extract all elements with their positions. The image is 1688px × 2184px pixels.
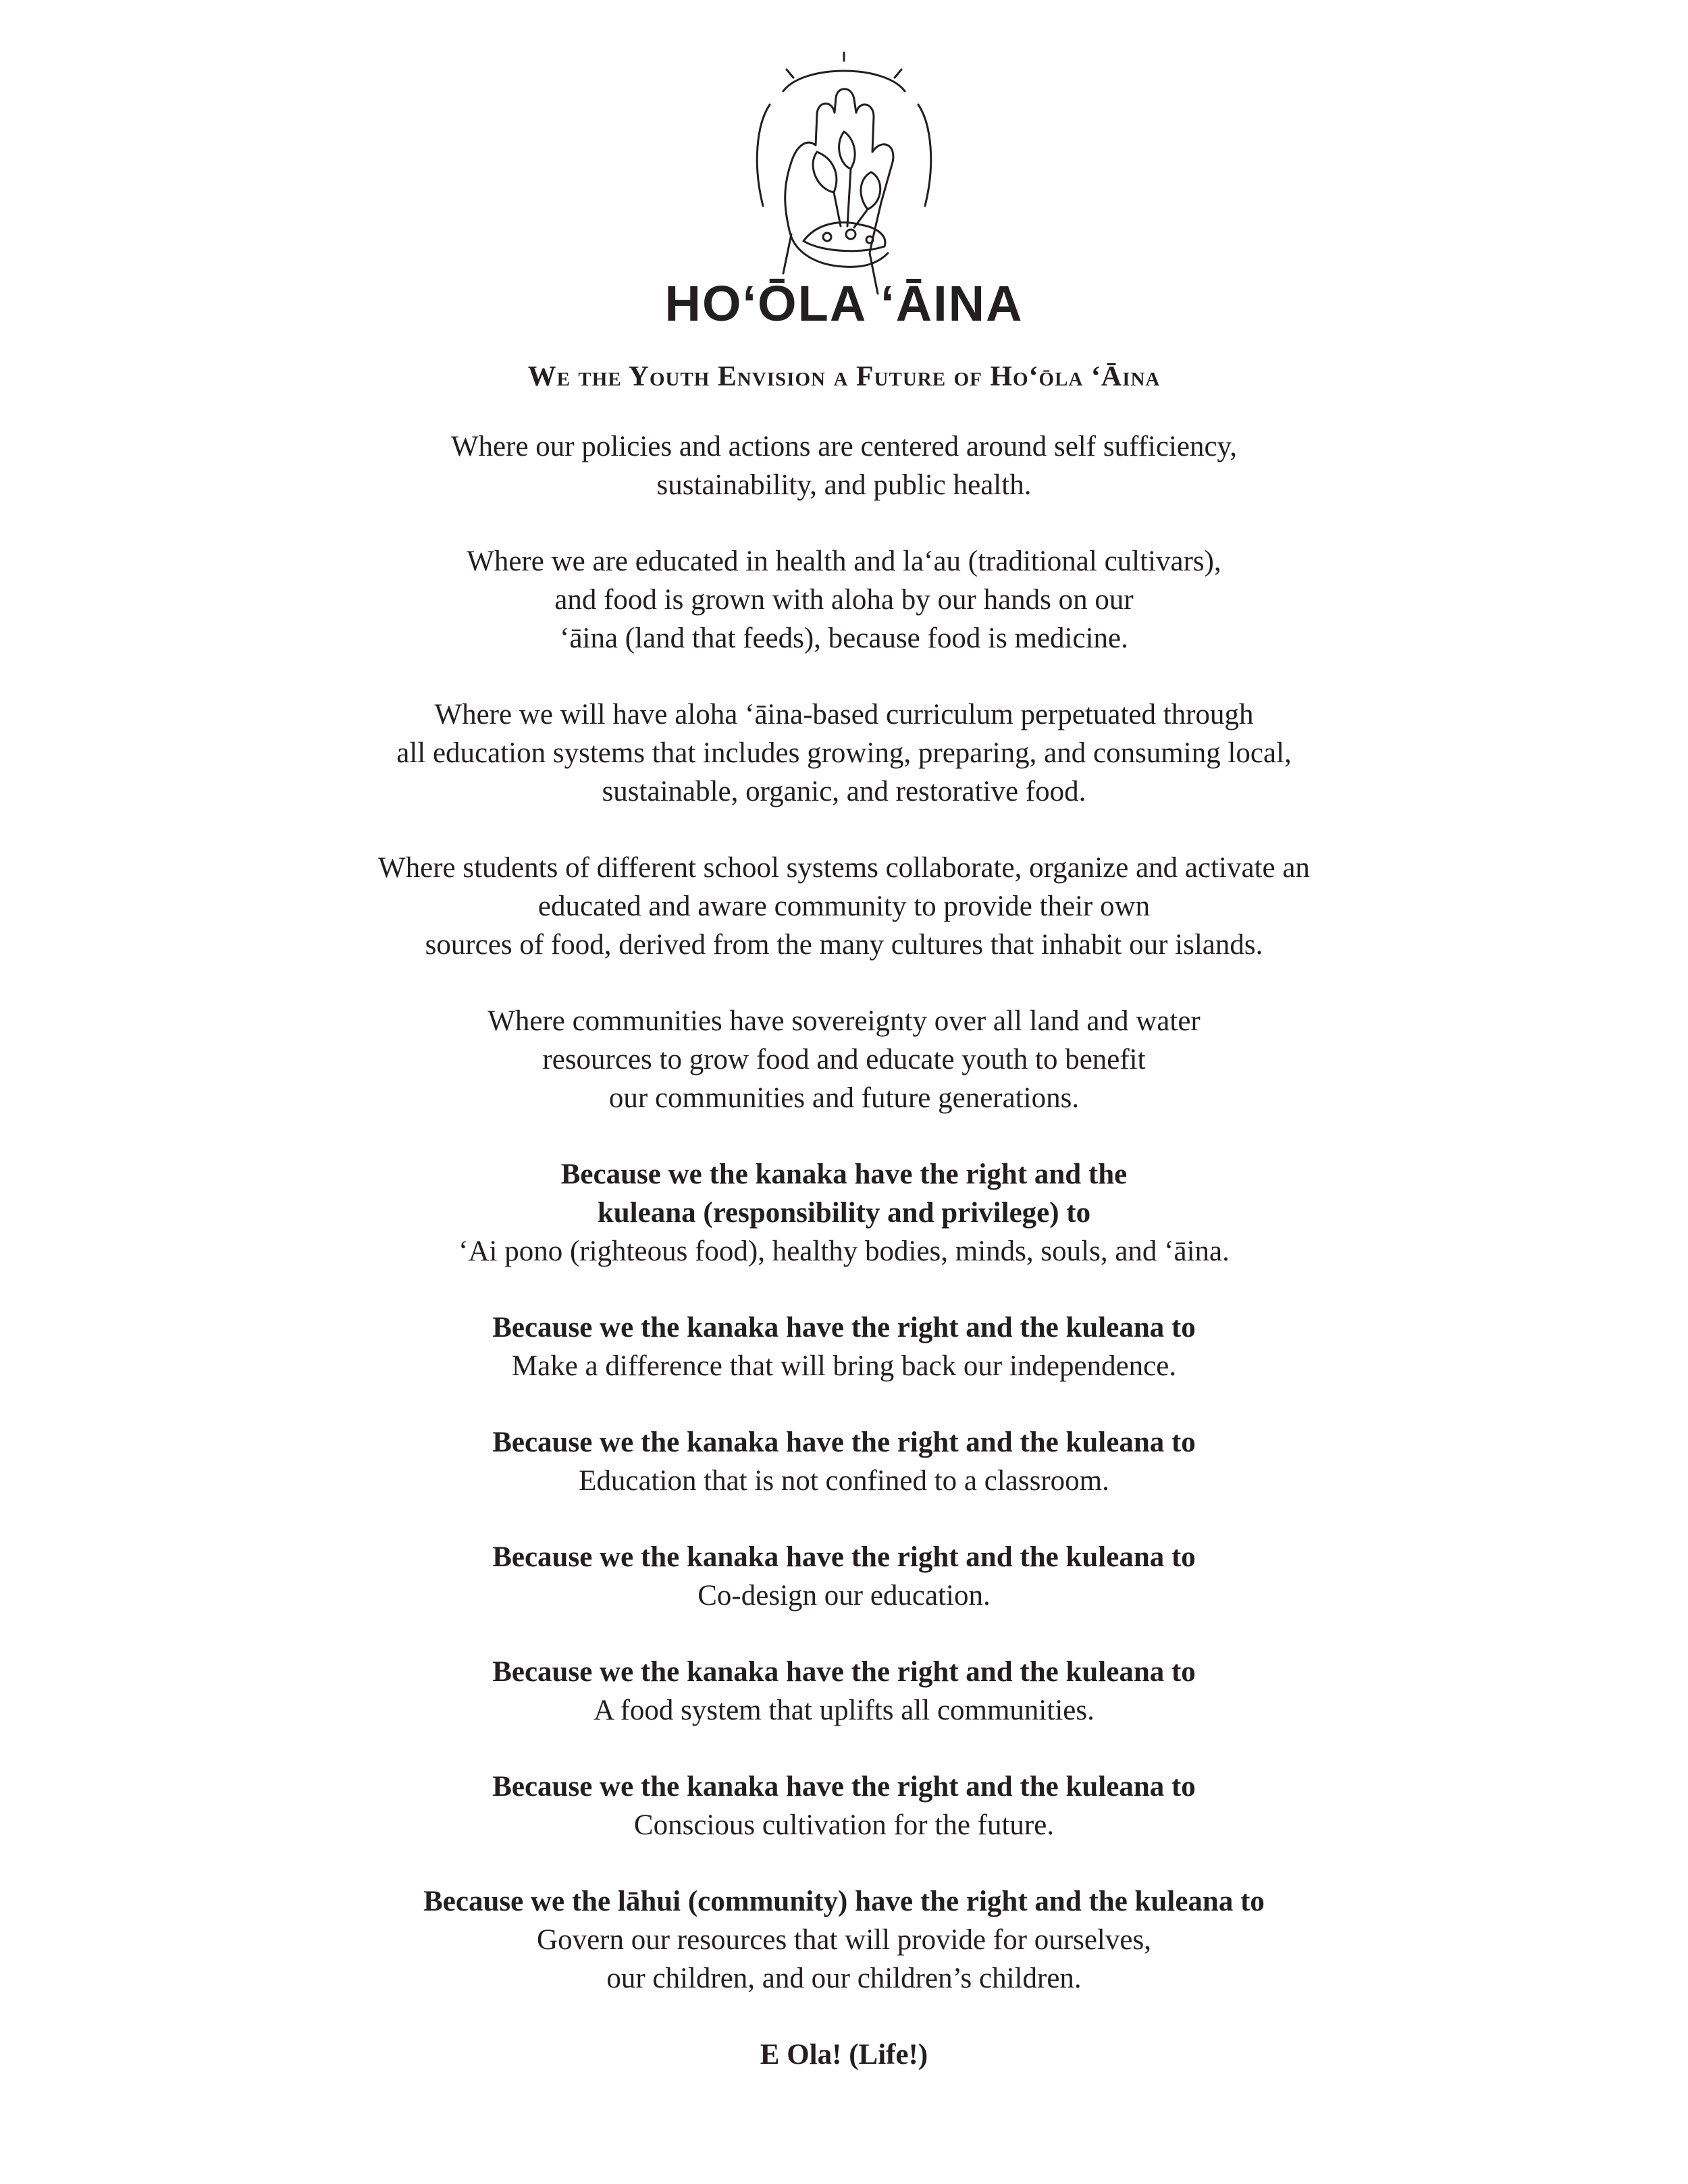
rights-object: A food system that uplifts all communities. bbox=[594, 1695, 1094, 1726]
vision-stanzas bbox=[169, 427, 1519, 1117]
rights-object: Govern our resources that will provide for ourselves, bbox=[537, 1924, 1151, 1956]
rights-stanzas bbox=[169, 1155, 1519, 1998]
declaration-heading: We the Youth Envision a Future of Hoʻōla ʻĀina bbox=[527, 361, 1161, 392]
closing-line: E Ola! (Life!) bbox=[760, 2039, 928, 2071]
rights-stanza bbox=[169, 1155, 1519, 1271]
vision-stanza bbox=[169, 542, 1519, 658]
stanza-line: Where students of different school systems collaborate, organize and activate an bbox=[378, 852, 1310, 884]
rights-statement: Because we the kanaka have the right and the bbox=[560, 1158, 1128, 1190]
stanza-line: ʻāina (land that feeds), because food is medicine. bbox=[560, 622, 1128, 654]
stanza-line: Where our policies and actions are centered around self sufficiency, bbox=[450, 431, 1238, 462]
stanza-line: educated and aware community to provide their own bbox=[537, 890, 1151, 922]
rights-stanza bbox=[169, 1308, 1519, 1385]
rights-statement: kuleana (responsibility and privilege) to bbox=[597, 1197, 1091, 1229]
vision-stanza bbox=[169, 1002, 1519, 1117]
declaration-content bbox=[169, 356, 1519, 2074]
stanza-line: Where we are educated in health and laʻau (traditional cultivars), bbox=[467, 545, 1221, 577]
rights-statement: Because we the kanaka have the right and the kuleana to bbox=[492, 1312, 1196, 1343]
vision-stanza bbox=[169, 695, 1519, 811]
hoola-aina-logo bbox=[664, 51, 1024, 331]
stanza-line: all education systems that includes growing, preparing, and consuming local, bbox=[396, 737, 1292, 769]
rights-object: Make a difference that will bring back our independence. bbox=[511, 1350, 1177, 1382]
stanza-line: and food is grown with aloha by our hands on our bbox=[554, 584, 1134, 616]
rights-stanza bbox=[169, 1538, 1519, 1615]
rights-statement: Because we the kanaka have the right and the kuleana to bbox=[492, 1771, 1196, 1803]
rights-stanza bbox=[169, 1767, 1519, 1844]
rights-stanza bbox=[169, 1653, 1519, 1730]
stanza-line: our communities and future generations. bbox=[608, 1082, 1080, 1114]
stanza-line: Where we will have aloha ʻāina-based curriculum perpetuated through bbox=[434, 699, 1254, 730]
hand-logo-icon bbox=[664, 51, 1024, 331]
stanza-line: sustainable, organic, and restorative food. bbox=[602, 776, 1086, 807]
logo-wordmark: HOʻŌLA ʻĀINA bbox=[664, 275, 1024, 331]
rights-statement: Because we the kanaka have the right and the kuleana to bbox=[492, 1427, 1196, 1458]
rights-object: ʻAi pono (righteous food), healthy bodies, minds, souls, and ʻāina. bbox=[458, 1235, 1230, 1267]
vision-stanza bbox=[169, 849, 1519, 964]
rights-statement: Because we the lāhui (community) have the right and the kuleana to bbox=[423, 1886, 1265, 1917]
rights-stanza bbox=[169, 1423, 1519, 1500]
vision-stanza bbox=[169, 427, 1519, 504]
stanza-line: sustainability, and public health. bbox=[656, 469, 1032, 501]
rights-object: Co-design our education. bbox=[697, 1580, 991, 1612]
rights-object: Conscious cultivation for the future. bbox=[633, 1809, 1055, 1841]
rights-statement: Because we the kanaka have the right and the kuleana to bbox=[492, 1541, 1196, 1573]
rights-statement: Because we the kanaka have the right and the kuleana to bbox=[492, 1656, 1196, 1688]
rights-stanza bbox=[169, 1882, 1519, 1998]
rights-object: our children, and our children’s children. bbox=[606, 1963, 1082, 1994]
stanza-line: sources of food, derived from the many cultures that inhabit our islands. bbox=[425, 929, 1263, 961]
stanza-line: Where communities have sovereignty over all land and water bbox=[487, 1005, 1201, 1037]
stanza-line: resources to grow food and educate youth to benefit bbox=[542, 1044, 1146, 1075]
rights-object: Education that is not confined to a classroom. bbox=[579, 1465, 1109, 1497]
